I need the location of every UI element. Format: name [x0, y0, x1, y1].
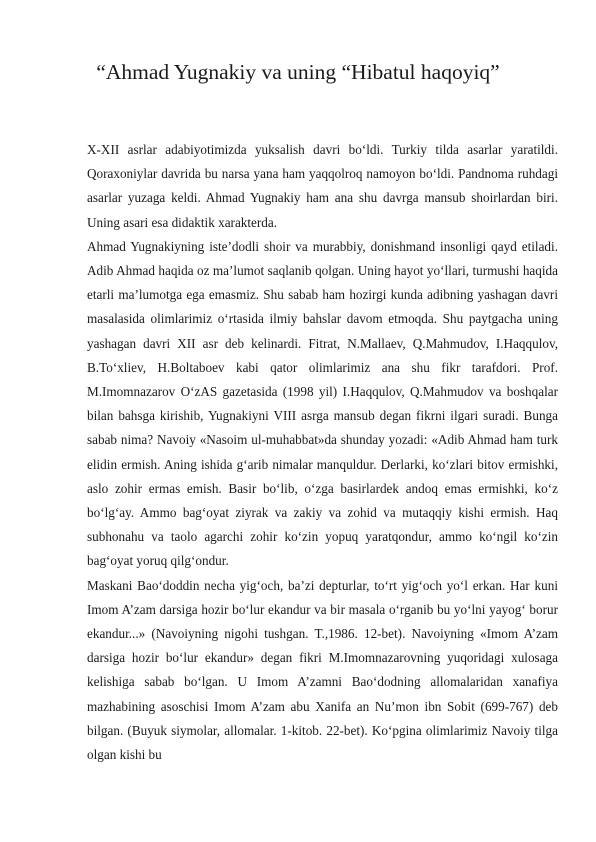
document-body	[87, 138, 558, 767]
page-title: “Ahmad Yugnakiy va uning “Hibatul haqoyiq”	[96, 60, 500, 84]
paragraph-imom-azam: Maskani Bao‘doddin necha yig‘och, ba’zi depturlar, to‘rt yig‘och yo‘l erkan. Har kuni Imom A’zam darsiga hozir bo‘lur ekandur va bir masala o‘rganib bu yo‘lni yayog‘ borur ekandur...» (Navoiyning nigohi tushgan. T.,1986. 12-bet). Navoiyning «Imom A’zam darsiga hozir bo‘lur ekandur» degan fikri M.Imomnazarovning yuqoridagi xulosaga kelishiga sabab bo‘lgan. U Imom A’zamni Bao‘dodning allomalaridan xanafiya mazhabining asoschisi Imom A’zam abu Xanifa an Nu’mon ibn Sobit (699-767) deb bilgan. (Buyuk siymolar, allomalar. 1-kitob. 22-bet). Ko‘pgina olimlarimiz Navoiy tilga olgan kishi bu	[87, 577, 558, 763]
paragraph-intro: X-XII asrlar adabiyotimizda yuksalish davri bo‘ldi. Turkiy tilda asarlar yaratildi. Qoraxoniylar davrida bu narsa yana ham yaqqolroq namoyon bo‘ldi. Pandnoma ruhdagi asarlar yuzaga keldi. Ahmad Yugnakiy ham ana shu davrga mansub shoirlardan biri. Uning asari esa didaktik xarakterda.	[87, 142, 558, 230]
paragraph-biography: Ahmad Yugnakiyning iste’dodli shoir va murabbiy, donishmand insonligi qayd etiladi. Adib Ahmad haqida oz ma’lumot saqlanib qolgan. Uning hayot yo‘llari, turmushi haqida etarli ma’lumotga ega emasmiz. Shu sabab ham hozirgi kunda adibning yashagan davri masalasida olimlarimiz o‘rtasida ilmiy bahslar davom etmoqda. Shu paytgacha uning yashagan davri XII asr deb kelinardi. Fitrat, N.Mallaev, Q.Mahmudov, I.Haqqulov, B.To‘xliev, H.Boltaboev kabi qator olimlarimiz ana shu fikr tarafdori. Prof. M.Imomnazarov O‘zAS gazetasida (1998 yil) I.Haqqulov, Q.Mahmudov va boshqalar bilan bahsga kirishib, Yugnakiyni VIII asrga mansub degan fikrni ilgari suradi. Bunga sabab nima? Navoiy «Nasoim ul-muhabbat»da shunday yozadi: «Adib Ahmad ham turk elidin ermish. Aning ishida g‘arib nimalar manquldur. Derlarki, ko‘zlari bitov ermishki, aslo zohir ermas emish. Basir bo‘lib, o‘zga basirlardek andoq emas ermishki, ko‘z bo‘lg‘ay. Ammo bag‘oyat ziyrak va zakiy va zohid va mutaqqiy kishi ermish. Haq subhonahu va taolo agarchi zohir ko‘zin yopuq yaratqondur, ammo ko‘ngil ko‘zin bag‘oyat yoruq qilg‘ondur.	[87, 238, 558, 569]
